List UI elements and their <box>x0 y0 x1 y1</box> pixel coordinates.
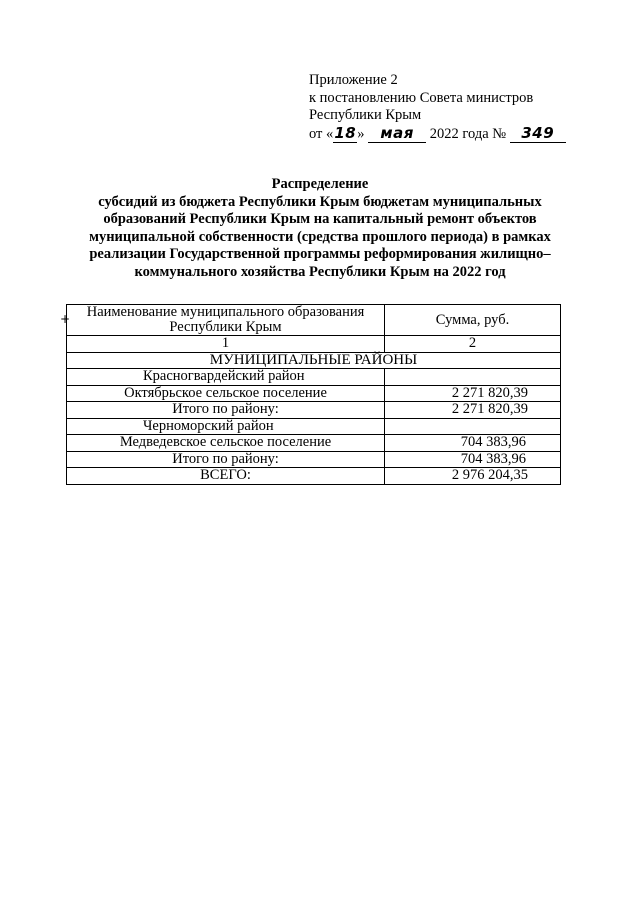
distribution-table <box>66 304 561 485</box>
scan-marker: + <box>60 312 71 326</box>
column-number-2: 2 <box>385 336 561 353</box>
settlement-name: Октябрьское сельское поселение <box>67 385 385 402</box>
header-name-line-2: Республики Крым <box>169 319 282 335</box>
region-name: Черноморский район <box>67 418 385 435</box>
settlement-sum: 704 383,96 <box>385 435 561 452</box>
appendix-republic: Республики Крым <box>309 107 422 123</box>
table-row <box>67 418 561 435</box>
region-sum <box>385 418 561 435</box>
title-line-1: субсидий из бюджета Республики Крым бюджетам муниципальных <box>98 193 542 210</box>
document-title <box>55 176 585 281</box>
title-line-3: муниципальной собственности (средства прошлого периода) в рамках <box>89 228 551 245</box>
table-row <box>67 369 561 386</box>
region-sum <box>385 369 561 386</box>
date-year: 2022 года № <box>429 125 507 142</box>
region-total-label: Итого по району: <box>67 451 385 468</box>
table-row <box>67 385 561 402</box>
header-sum-cell: Сумма, руб. <box>385 305 561 336</box>
section-municipal-districts: МУНИЦИПАЛЬНЫЕ РАЙОНЫ <box>67 352 561 369</box>
region-name: Красногвардейский район <box>67 369 385 386</box>
appendix-title: Приложение 2 <box>309 72 398 88</box>
grand-total-row <box>67 468 561 485</box>
appendix-date-line <box>309 125 609 144</box>
table-row <box>67 451 561 468</box>
title-line-5: коммунального хозяйства Республики Крым на 2022 год <box>134 263 506 280</box>
region-total-sum: 2 271 820,39 <box>385 402 561 419</box>
region-total-label: Итого по району: <box>67 402 385 419</box>
title-heading: Распределение <box>271 176 369 192</box>
title-line-4: реализации Государственной программы реформирования жилищно– <box>89 246 551 262</box>
table-header-row <box>67 305 561 336</box>
column-numbers-row <box>67 336 561 353</box>
section-row <box>67 352 561 369</box>
appendix-header <box>309 72 609 143</box>
decree-number-handwritten: 349 <box>510 125 566 144</box>
table-row <box>67 402 561 419</box>
column-number-1: 1 <box>67 336 385 353</box>
region-total-sum: 704 383,96 <box>385 451 561 468</box>
settlement-sum: 2 271 820,39 <box>385 385 561 402</box>
date-prefix: от « <box>309 125 334 142</box>
table-row <box>67 435 561 452</box>
header-name-line-1: Наименование муниципального образования <box>86 304 365 320</box>
appendix-decree: к постановлению Совета министров <box>309 89 534 106</box>
date-day-handwritten: 18 <box>334 123 357 142</box>
grand-total-label: ВСЕГО: <box>67 468 385 485</box>
grand-total-sum: 2 976 204,35 <box>385 468 561 485</box>
date-month-handwritten: мая <box>368 125 426 144</box>
date-mid: » <box>357 125 365 142</box>
title-line-2: образований Республики Крым на капитальный ремонт объектов <box>103 211 537 227</box>
settlement-name: Медведевское сельское поселение <box>67 435 385 452</box>
header-name-cell <box>67 305 385 336</box>
